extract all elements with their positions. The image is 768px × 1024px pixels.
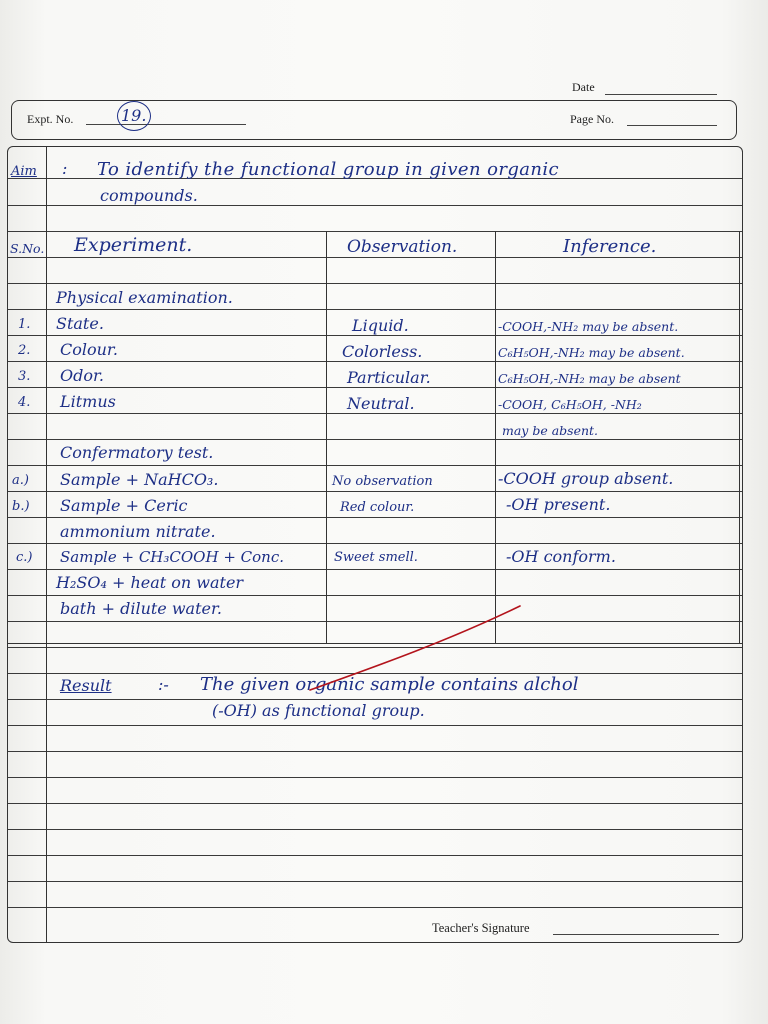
confirmatory-heading: Confermatory test.	[60, 443, 214, 462]
row-3-experiment: Odor.	[60, 366, 104, 385]
row-c-inference: -OH conform.	[506, 547, 616, 566]
row-c-observation: Sweet smell.	[334, 550, 418, 565]
physical-heading: Physical examination.	[56, 288, 233, 307]
result-label: Result	[60, 676, 112, 695]
row-2-sno: 2.	[18, 343, 31, 358]
expt-number: 19.	[121, 106, 147, 125]
header-experiment: Experiment.	[74, 234, 193, 256]
row-4-inference-cont: may be absent.	[502, 423, 599, 438]
expt-no-label: Expt. No.	[27, 112, 74, 126]
header-observation: Observation.	[347, 237, 458, 257]
row-3-observation: Particular.	[347, 368, 431, 387]
row-3-inference: C₆H₅OH,-NH₂ may be absent	[498, 371, 681, 386]
row-1-sno: 1.	[18, 317, 31, 332]
row-3-sno: 3.	[18, 369, 31, 384]
row-4-inference: -COOH, C₆H₅OH, -NH₂	[498, 397, 642, 412]
row-b-observation: Red colour.	[340, 500, 415, 515]
row-b-sno: b.)	[12, 499, 30, 514]
row-1-inference: -COOH,-NH₂ may be absent.	[498, 319, 679, 334]
row-a-inference: -COOH group absent.	[498, 469, 674, 488]
aim-line-1: To identify the functional group in given organic	[97, 159, 560, 180]
page-no-label: Page No.	[570, 112, 614, 126]
aim-label: Aim	[11, 164, 37, 179]
row-4-experiment: Litmus	[60, 392, 116, 411]
row-b-inference: -OH present.	[506, 495, 611, 514]
result-separator: :-	[158, 675, 169, 694]
row-c-sno: c.)	[16, 550, 33, 565]
row-a-experiment: Sample + NaHCO₃.	[60, 470, 219, 489]
teacher-signature-label: Teacher's Signature	[432, 921, 530, 935]
row-b-experiment-1: Sample + Ceric	[60, 496, 188, 515]
result-line-1: The given organic sample contains alchol	[200, 674, 579, 695]
result-line-2: (-OH) as functional group.	[212, 701, 425, 720]
row-1-experiment: State.	[56, 314, 104, 333]
row-2-inference: C₆H₅OH,-NH₂ may be absent.	[498, 345, 685, 360]
row-4-observation: Neutral.	[347, 394, 415, 413]
row-2-observation: Colorless.	[342, 342, 423, 361]
row-b-experiment-2: ammonium nitrate.	[60, 522, 216, 541]
row-a-sno: a.)	[12, 473, 29, 488]
row-c-experiment-1: Sample + CH₃COOH + Conc.	[60, 548, 284, 566]
aim-colon: :	[62, 159, 68, 178]
header-inference: Inference.	[563, 236, 657, 257]
signature-line	[553, 934, 719, 935]
row-c-experiment-3: bath + dilute water.	[60, 599, 222, 618]
row-4-sno: 4.	[18, 395, 31, 410]
row-1-observation: Liquid.	[352, 316, 409, 335]
aim-line-2: compounds.	[100, 186, 198, 205]
row-c-experiment-2: H₂SO₄ + heat on water	[56, 573, 244, 592]
header-sno: S.No.	[10, 241, 45, 256]
date-label: Date	[572, 80, 595, 94]
row-2-experiment: Colour.	[60, 340, 118, 359]
row-a-observation: No observation	[332, 474, 433, 489]
